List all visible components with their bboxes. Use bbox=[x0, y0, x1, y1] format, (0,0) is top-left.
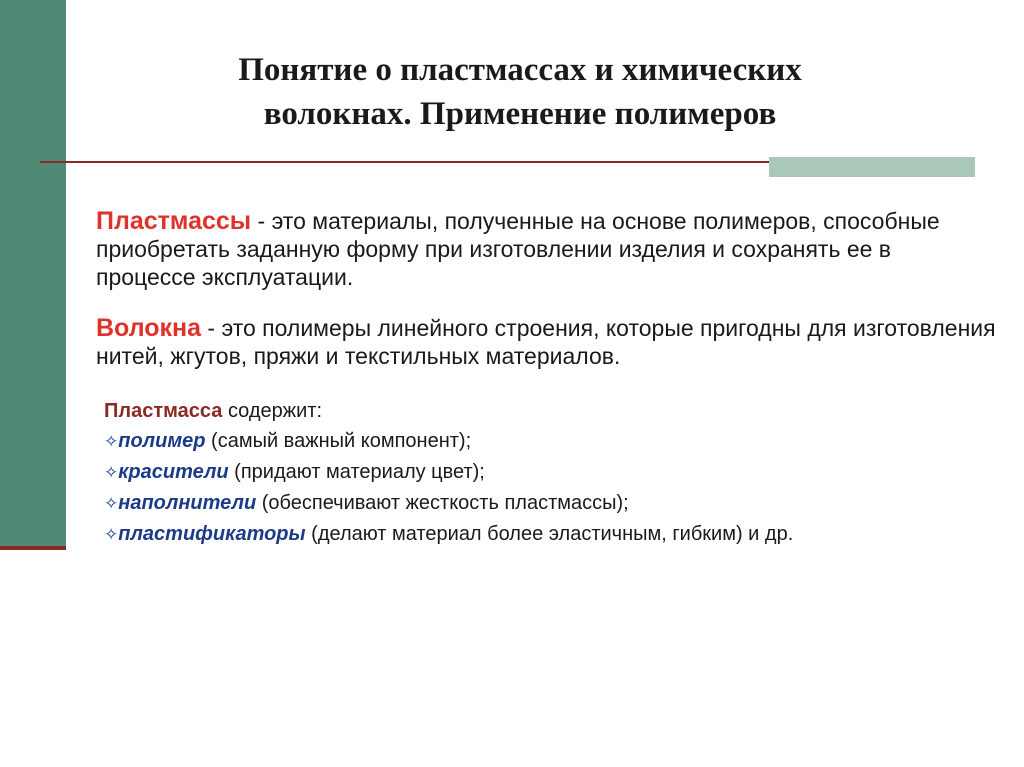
list-item-term: пластификаторы bbox=[118, 523, 306, 545]
list-item-text: (делают материал более эластичным, гибким) и др. bbox=[305, 523, 794, 545]
composition-block bbox=[104, 396, 1004, 550]
list-item bbox=[104, 426, 1004, 457]
sparkle-bullet-icon: ✧ bbox=[104, 525, 119, 544]
list-item-text: (самый важный компонент); bbox=[205, 430, 472, 452]
side-decor-bar bbox=[0, 0, 66, 548]
list-item-term: красители bbox=[118, 461, 229, 483]
definition-fibers bbox=[96, 314, 996, 370]
composition-term: Пластмасса bbox=[104, 400, 223, 422]
slide-title-line-2: волокнах. Применение полимеров bbox=[263, 96, 777, 132]
side-decor-bar-cap bbox=[0, 546, 66, 550]
composition-heading bbox=[104, 396, 1004, 426]
list-item-term: полимер bbox=[118, 430, 206, 452]
definition-plastics bbox=[96, 207, 996, 291]
list-item bbox=[104, 488, 1004, 519]
definition-text: - это материалы, полученные на основе полимеров, способные приобретать заданную форму при изготовлении изделия и сохранять ее в процессе эксплуатации. bbox=[96, 208, 940, 290]
composition-heading-text: содержит: bbox=[222, 400, 323, 422]
list-item-text: (обеспечивают жесткость пластмассы); bbox=[256, 492, 629, 514]
definition-text: - это полимеры линейного строения, которые пригодны для изготовления нитей, жгутов, пряжи и текстильных материалов. bbox=[96, 315, 996, 369]
list-item-term: наполнители bbox=[118, 492, 257, 514]
title-accent-block bbox=[769, 157, 975, 177]
slide-title-line-1: Понятие о пластмассах и химических bbox=[238, 52, 802, 88]
composition-list bbox=[104, 426, 1004, 550]
definition-term: Волокна bbox=[96, 314, 202, 342]
definition-term: Пластмассы bbox=[96, 207, 252, 235]
list-item bbox=[104, 519, 1004, 550]
list-item-text: (придают материалу цвет); bbox=[228, 461, 485, 483]
slide-title bbox=[150, 48, 890, 136]
sparkle-bullet-icon: ✧ bbox=[104, 463, 119, 482]
sparkle-bullet-icon: ✧ bbox=[104, 432, 119, 451]
sparkle-bullet-icon: ✧ bbox=[104, 494, 119, 513]
list-item bbox=[104, 457, 1004, 488]
